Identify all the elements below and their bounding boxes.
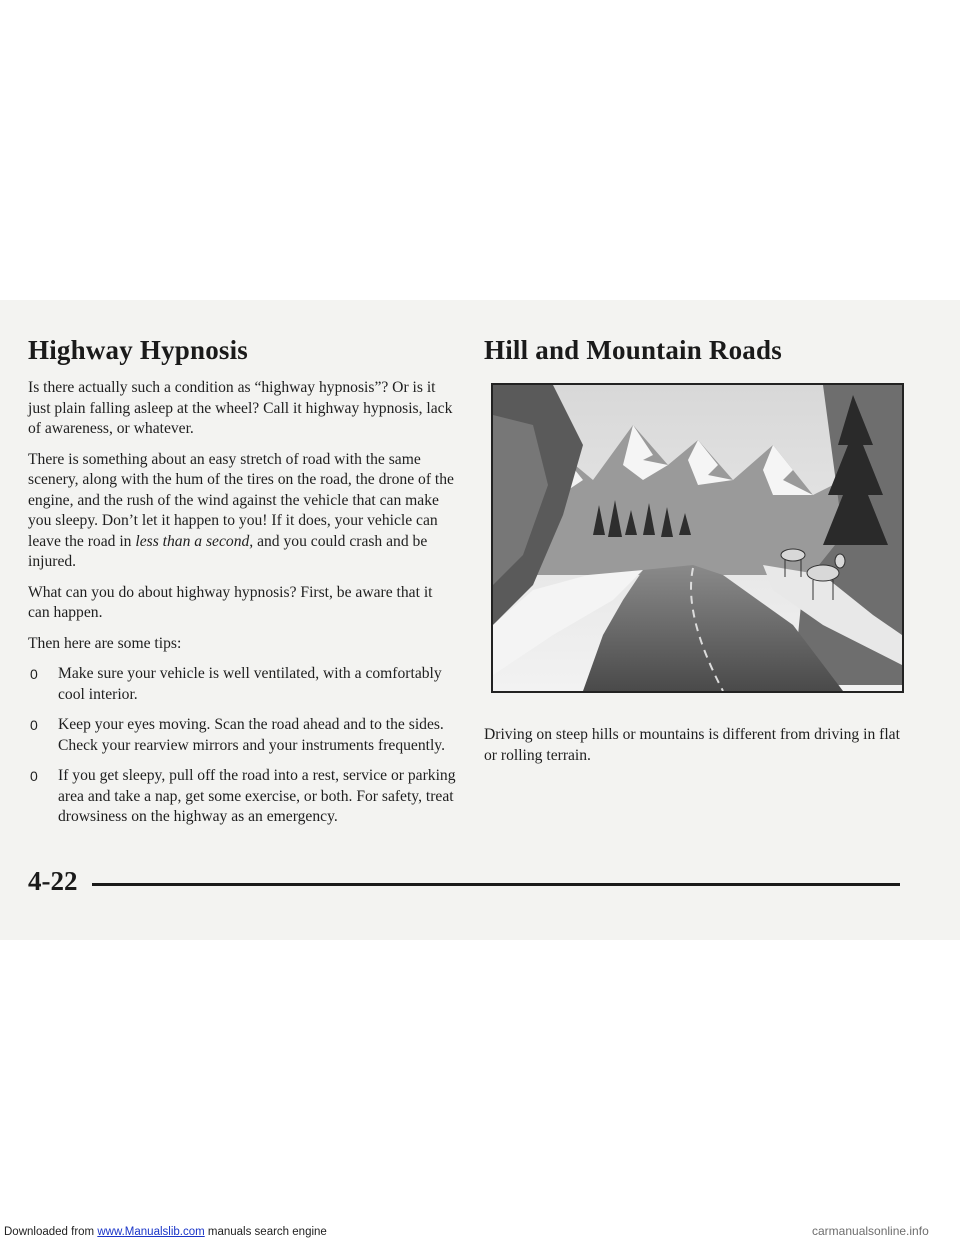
paragraph-4: Then here are some tips: — [28, 634, 182, 652]
list-item: 0 Keep your eyes moving. Scan the road ahead and to the sides. Check your rearview mirrors and your instruments frequently. — [30, 716, 445, 754]
mountain-road-drawing — [493, 385, 902, 691]
paragraph-1: Is there actually such a condition as “highway hypnosis”? Or is it just plain falling asleep at the wheel? Call it highway hypnosis, lack of awareness, or whatever. — [28, 379, 453, 437]
list-item: 0 If you get sleepy, pull off the road into a rest, service or parking area and take a nap, get some exercise, or both. For safety, treat drowsiness on the highway as an emergency. — [30, 767, 456, 825]
manualslib-link[interactable]: www.Manualslib.com — [97, 1226, 205, 1238]
page-number: 4-22 — [28, 866, 78, 896]
illustration-caption: Driving on steep hills or mountains is different from driving in flat or rolling terrain. — [484, 726, 900, 764]
bullet-icon: 0 — [30, 717, 38, 733]
download-credit: Downloaded from www.Manualslib.com manuals search engine — [4, 1226, 327, 1238]
paragraph-2: There is something about an easy stretch of road with the same scenery, along with the hum of the tires on the road, the drone of the engine, and the rush of the wind against the vehicle that can make you sleepy. Don’t let it happen to you! If it does, your vehicle can leave the road in less than a second, and you could crash and be injured. — [28, 450, 454, 570]
bullet-icon: 0 — [30, 666, 38, 682]
tips-list — [28, 664, 458, 828]
watermark-text: carmanualsonline.info — [812, 1224, 929, 1238]
list-item: 0 Make sure your vehicle is well ventilated, with a comfortably cool interior. — [30, 665, 442, 703]
mountain-road-illustration — [491, 383, 904, 693]
bullet-icon: 0 — [30, 768, 38, 784]
paragraph-3: What can you do about highway hypnosis? First, be aware that it can happen. — [28, 583, 433, 621]
section-heading-highway-hypnosis: Highway Hypnosis — [28, 335, 249, 365]
footer-rule — [92, 883, 900, 886]
section-heading-hill-mountain-roads: Hill and Mountain Roads — [484, 335, 782, 365]
right-column — [484, 335, 909, 378]
left-column — [28, 335, 458, 838]
italic-emphasis: less than a second, — [135, 532, 254, 550]
